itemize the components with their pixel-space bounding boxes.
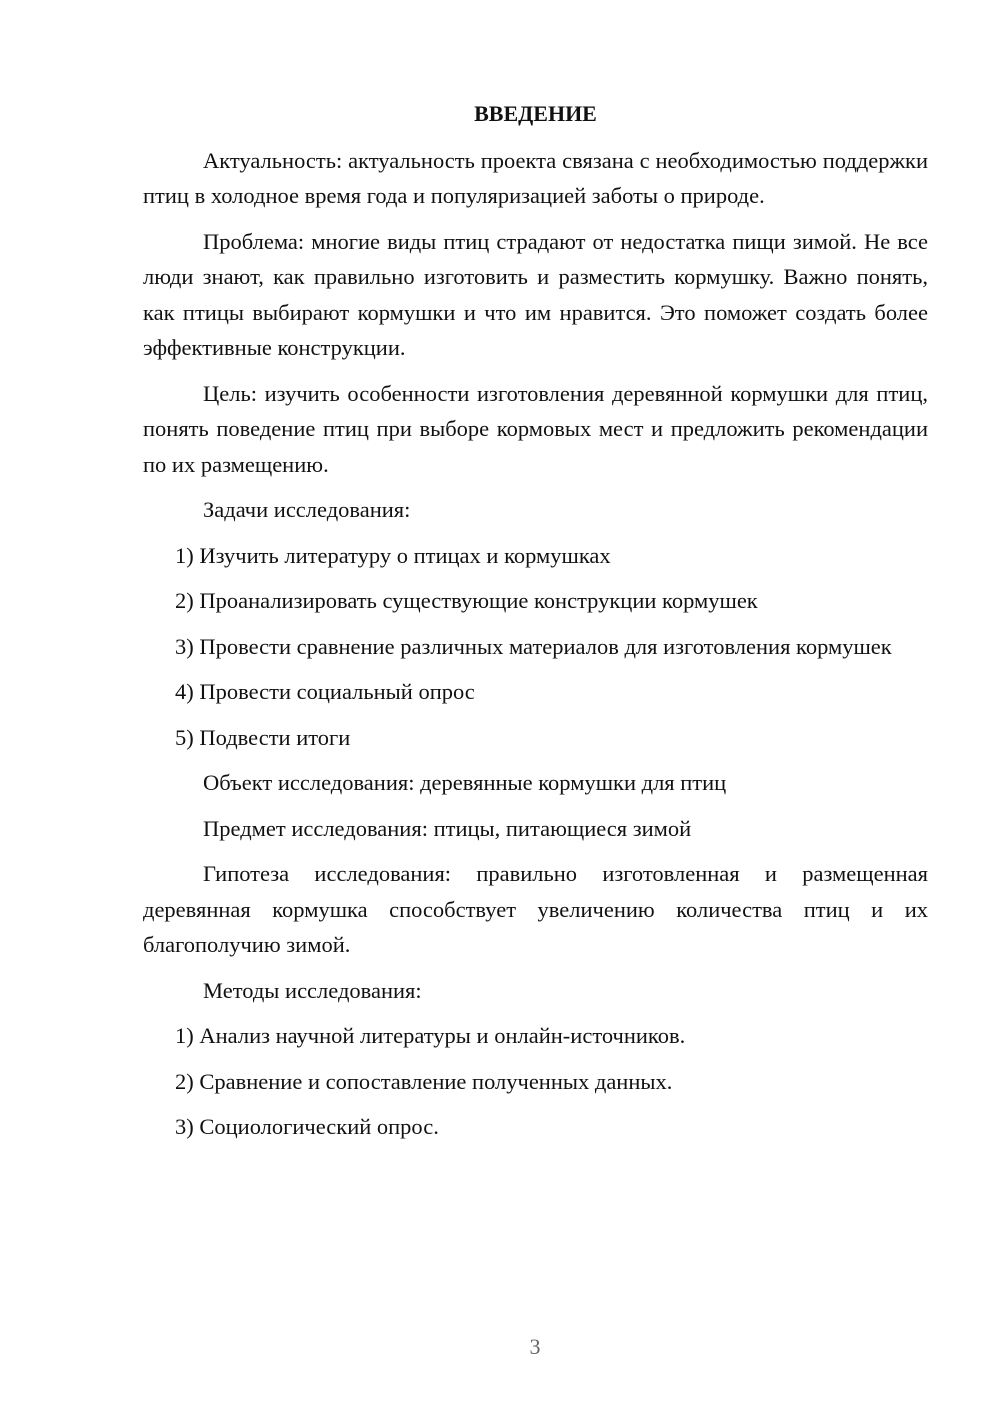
task-item-1: 1) Изучить литературу о птицах и кормушках (175, 542, 611, 568)
paragraph-hypothesis: Гипотеза исследования: правильно изготовленная и размещенная деревянная кормушка способствует увеличению количества птиц и их благополучию зимой. (143, 861, 928, 957)
task-item-2: 2) Проанализировать существующие конструкции кормушек (175, 588, 758, 613)
methods-heading: Методы исследования: (203, 977, 422, 1003)
paragraph-problem: Проблема: многие виды птиц страдают от недостатка пищи зимой. Не все люди знают, как правильно изготовить и разместить кормушку. Важно понять, как птицы выбирают кормушки и что им нравится. Это поможет создать более эффективные конструкции. (143, 228, 928, 360)
page-title: ВВЕДЕНИЕ (474, 101, 597, 126)
method-item-1: 1) Анализ научной литературы и онлайн-источников. (175, 1023, 686, 1048)
method-item-2: 2) Сравнение и сопоставление полученных данных. (175, 1068, 673, 1094)
page-number: 3 (529, 1334, 541, 1359)
tasks-heading: Задачи исследования: (203, 497, 411, 522)
research-subject: Предмет исследования: птицы, питающиеся зимой (203, 815, 692, 841)
paragraph-goal: Цель: изучить особенности изготовления деревянной кормушки для птиц, понять поведение птиц при выборе кормовых мест и предложить рекомендации по их размещению. (143, 380, 928, 477)
method-item-3: 3) Социологический опрос. (175, 1114, 439, 1139)
research-object: Объект исследования: деревянные кормушки для птиц (203, 770, 727, 795)
page-content (143, 96, 928, 1155)
task-item-3: 3) Провести сравнение различных материалов для изготовления кормушек (175, 633, 892, 659)
task-item-5: 5) Подвести итоги (175, 724, 351, 750)
task-item-4: 4) Провести социальный опрос (175, 679, 475, 704)
paragraph-relevance: Актуальность: актуальность проекта связана с необходимостью поддержки птиц в холодное время года и популяризацией заботы о природе. (143, 147, 928, 208)
